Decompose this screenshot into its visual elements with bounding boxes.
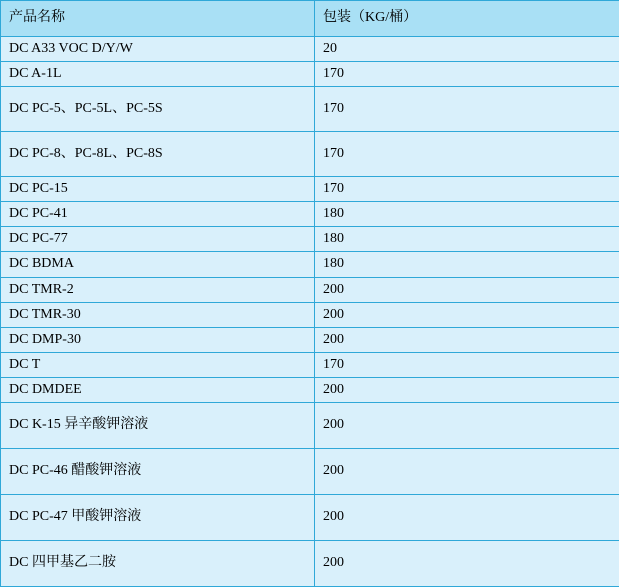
table-body (1, 37, 619, 587)
cell-product-name: DC TMR-30 (1, 302, 315, 327)
cell-product-name: DC TMR-2 (1, 277, 315, 302)
cell-packaging: 180 (315, 227, 619, 252)
cell-product-name: DC PC-8、PC-8L、PC-8S (1, 132, 315, 177)
cell-product-name: DC PC-77 (1, 227, 315, 252)
cell-packaging: 200 (315, 377, 619, 402)
cell-product-name: DC BDMA (1, 252, 315, 277)
cell-product-name: DC PC-47 甲酸钾溶液 (1, 495, 315, 541)
table-row (1, 449, 619, 495)
cell-product-name: DC K-15 异辛酸钾溶液 (1, 403, 315, 449)
cell-product-name: DC A-1L (1, 62, 315, 87)
table-row (1, 62, 619, 87)
table-header-row (1, 1, 619, 37)
table-row (1, 377, 619, 402)
table-row (1, 495, 619, 541)
table-row (1, 327, 619, 352)
table-row (1, 541, 619, 587)
table-row (1, 277, 619, 302)
cell-product-name: DC PC-15 (1, 177, 315, 202)
cell-packaging: 200 (315, 495, 619, 541)
cell-packaging: 170 (315, 62, 619, 87)
cell-packaging: 200 (315, 302, 619, 327)
table-row (1, 87, 619, 132)
cell-product-name: DC PC-41 (1, 202, 315, 227)
table-row (1, 37, 619, 62)
column-header-product-name: 产品名称 (1, 1, 315, 37)
cell-product-name: DC A33 VOC D/Y/W (1, 37, 315, 62)
cell-packaging: 200 (315, 541, 619, 587)
cell-packaging: 170 (315, 352, 619, 377)
cell-product-name: DC PC-46 醋酸钾溶液 (1, 449, 315, 495)
cell-packaging: 200 (315, 449, 619, 495)
table-row (1, 352, 619, 377)
table-row (1, 227, 619, 252)
cell-packaging: 170 (315, 87, 619, 132)
cell-product-name: DC T (1, 352, 315, 377)
cell-packaging: 180 (315, 202, 619, 227)
cell-packaging: 200 (315, 403, 619, 449)
cell-product-name: DC DMP-30 (1, 327, 315, 352)
cell-product-name: DC 四甲基乙二胺 (1, 541, 315, 587)
cell-packaging: 200 (315, 277, 619, 302)
column-header-packaging: 包装（KG/桶） (315, 1, 619, 37)
cell-packaging: 20 (315, 37, 619, 62)
cell-product-name: DC DMDEE (1, 377, 315, 402)
cell-packaging: 170 (315, 132, 619, 177)
cell-packaging: 170 (315, 177, 619, 202)
cell-packaging: 180 (315, 252, 619, 277)
table-header (1, 1, 619, 37)
table-row (1, 302, 619, 327)
cell-product-name: DC PC-5、PC-5L、PC-5S (1, 87, 315, 132)
table-row (1, 132, 619, 177)
cell-packaging: 200 (315, 327, 619, 352)
table-row (1, 202, 619, 227)
table-row (1, 177, 619, 202)
table-row (1, 252, 619, 277)
table-row (1, 403, 619, 449)
